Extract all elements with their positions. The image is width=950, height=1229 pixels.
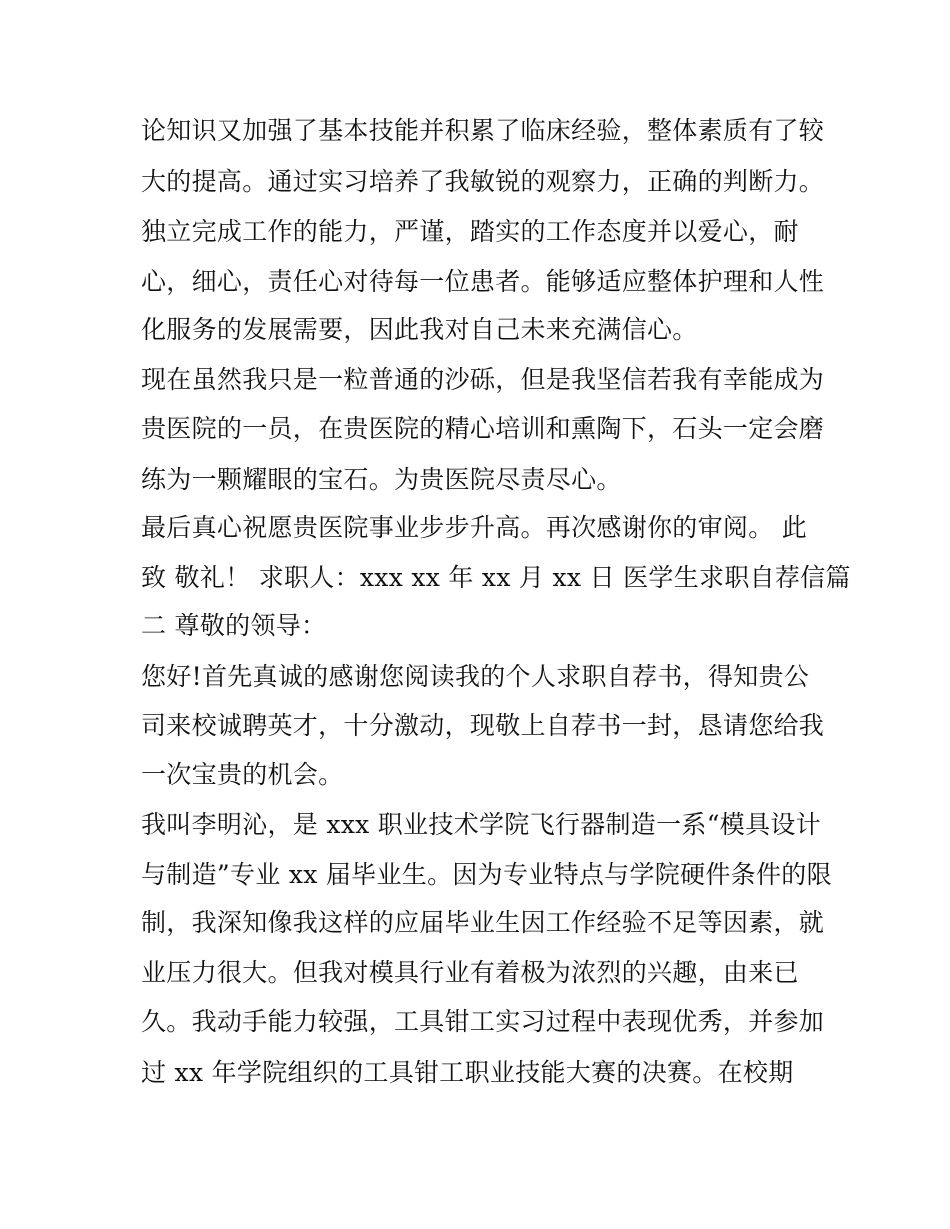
text-line: 制，我深知像我这样的应届毕业生因工作经验不足等因素，就 — [141, 908, 825, 937]
text-line: 致 敬礼！ 求职人：xxx xx 年 xx 月 xx 日 医学生求职自荐信篇 — [141, 563, 851, 592]
text-line: 久。我动手能力较强，工具钳工实习过程中表现优秀，并参加 — [141, 1007, 825, 1036]
text-line: 心，细心，责任心对待每一位患者。能够适应整体护理和人性 — [141, 267, 825, 296]
text-line: 二 尊敬的领导： — [141, 611, 327, 640]
text-line: 一次宝贵的机会。 — [141, 760, 344, 789]
text-line: 贵医院的一员，在贵医院的精心培训和熏陶下，石头一定会磨 — [141, 414, 825, 443]
text-line: 过 xx 年学院组织的工具钳工职业技能大赛的决赛。在校期 — [141, 1058, 794, 1087]
text-line: 司来校诚聘英才，十分激动，现敬上自荐书一封，恳请您给我 — [141, 711, 825, 740]
text-line: 化服务的发展需要，因此我对自己未来充满信心。 — [141, 315, 698, 344]
text-line: 现在虽然我只是一粒普通的沙砾，但是我坚信若我有幸能成为 — [141, 365, 825, 394]
text-line: 独立完成工作的能力，严谨，踏实的工作态度并以爱心，耐 — [141, 217, 799, 246]
text-line: 大的提高。通过实习培养了我敏锐的观察力，正确的判断力。 — [141, 167, 825, 196]
text-line: 业压力很大。但我对模具行业有着极为浓烈的兴趣，由来已 — [141, 958, 799, 987]
text-line: 我叫李明沁，是 xxx 职业技术学院飞行器制造一系“模具设计 — [141, 810, 821, 839]
text-line: 最后真心祝愿贵医院事业步步升高。再次感谢你的审阅。 此 — [141, 513, 808, 542]
text-line: 论知识又加强了基本技能并积累了临床经验，整体素质有了较 — [141, 116, 825, 145]
text-line: 与制造”专业 xx 届毕业生。因为专业特点与学院硬件条件的限 — [141, 860, 832, 889]
text-line: 练为一颗耀眼的宝石。为贵医院尽责尽心。 — [141, 465, 622, 494]
text-line: 您好!首先真诚的感谢您阅读我的个人求职自荐书，得知贵公 — [141, 662, 810, 691]
